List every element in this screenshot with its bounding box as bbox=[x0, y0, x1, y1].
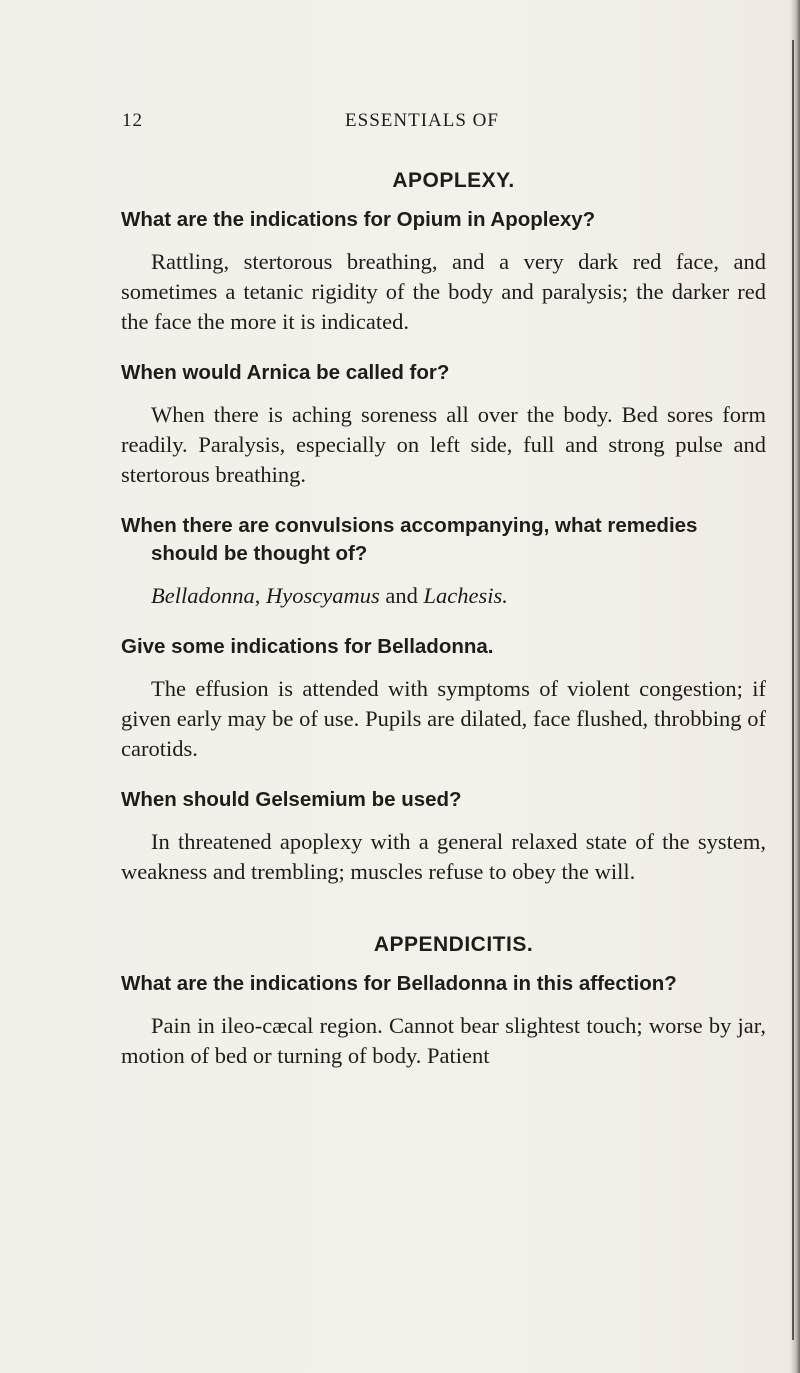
answer-separator: , bbox=[254, 583, 266, 608]
question-belladonna: Give some indications for Belladonna. bbox=[121, 635, 494, 658]
page-content bbox=[121, 169, 766, 1071]
section-title-appendicitis: APPENDICITIS. bbox=[373, 933, 534, 956]
question-appendicitis-belladonna: What are the indications for Belladonna in this affection? bbox=[121, 972, 677, 995]
question-gelsemium: When should Gelsemium be used? bbox=[121, 788, 462, 811]
running-head bbox=[122, 110, 682, 134]
answer-appendicitis-belladonna: Pain in ileo-cæcal region. Cannot bear slightest touch; worse by jar, motion of bed or turning of body. Patient bbox=[121, 1013, 766, 1068]
question-arnica: When would Arnica be called for? bbox=[121, 361, 450, 384]
running-head-title: ESSENTIALS OF bbox=[345, 110, 499, 131]
remedy-hyoscyamus: Hyoscyamus bbox=[265, 583, 380, 608]
question-opium: What are the indications for Opium in Apoplexy? bbox=[121, 208, 596, 231]
answer-conjunction: and bbox=[379, 583, 424, 608]
page-number: 12 bbox=[122, 110, 143, 131]
section-title-apoplexy: APOPLEXY. bbox=[392, 169, 515, 192]
answer-belladonna: The effusion is attended with symptoms of violent congestion; if given early may be of use. Pupils are dilated, face flushed, throbbing of carotids. bbox=[121, 676, 766, 761]
page-edge-line bbox=[792, 40, 794, 1340]
answer-arnica: When there is aching soreness all over the body. Bed sores form readily. Paralysis, especially on left side, full and strong pulse and stertorous breathing. bbox=[121, 402, 766, 487]
remedy-lachesis: Lachesis. bbox=[423, 583, 508, 608]
answer-opium: Rattling, stertorous breathing, and a very dark red face, and sometimes a tetanic rigidity of the body and paralysis; the darker red the face the more it is indicated. bbox=[121, 249, 766, 334]
answer-gelsemium: In threatened apoplexy with a general relaxed state of the system, weakness and trembling; muscles refuse to obey the will. bbox=[121, 829, 766, 884]
answer-convulsions bbox=[121, 581, 766, 611]
question-convulsions: When there are convulsions accompanying, what remedies should be thought of? bbox=[121, 514, 698, 565]
remedy-belladonna: Belladonna bbox=[151, 583, 255, 608]
